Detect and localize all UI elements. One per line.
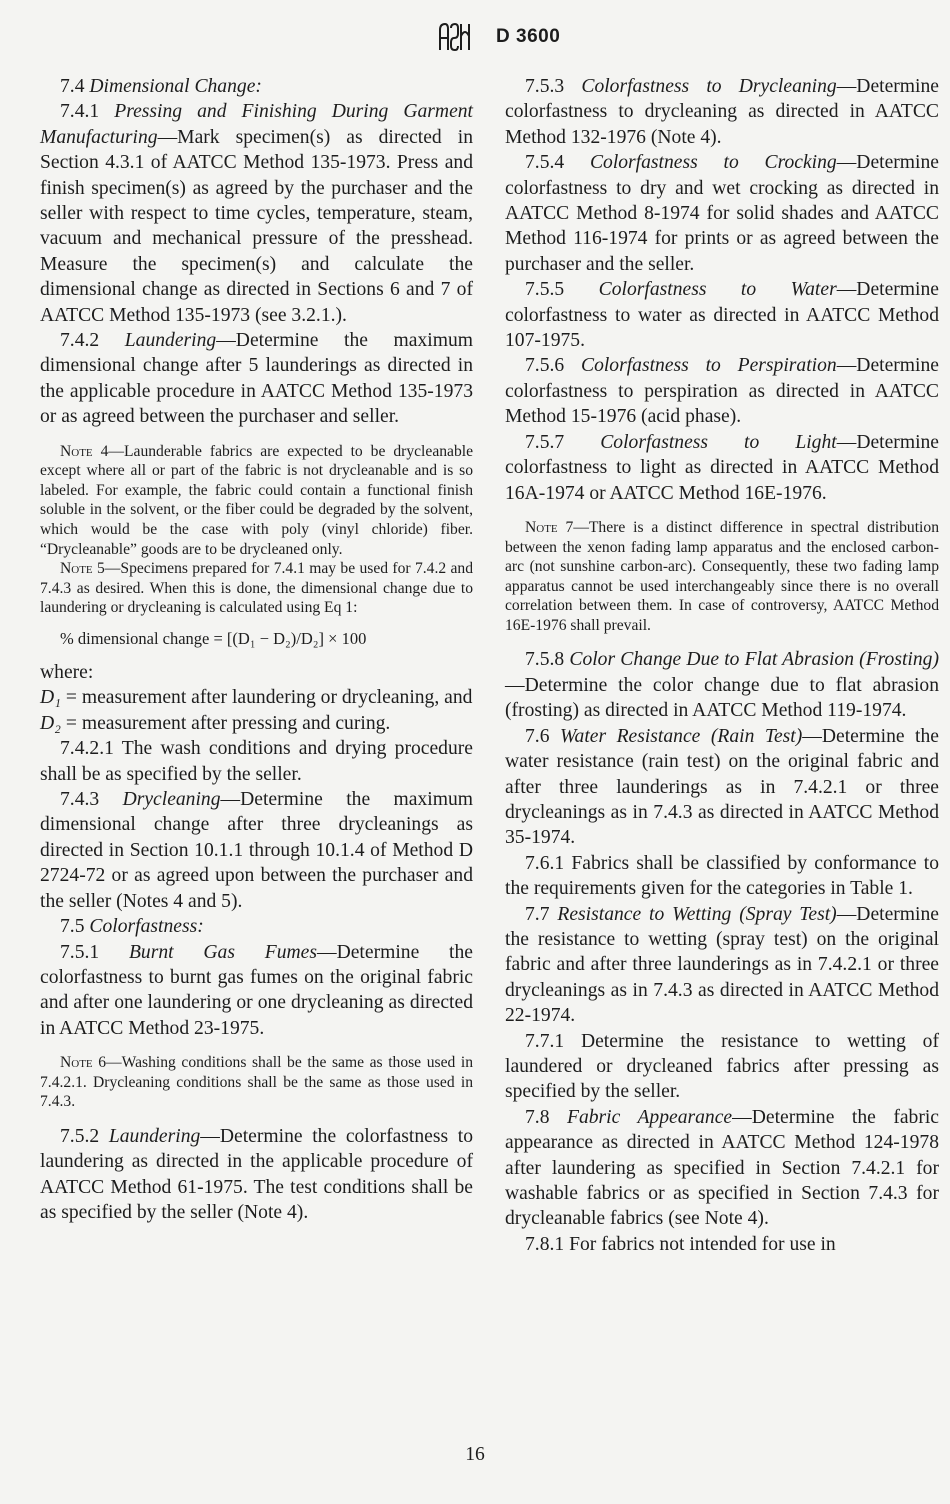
note-paragraph: Note 4—Launderable fabrics are expected to be drycleanable except where all or part of the fabric is not drycleanable and is so labeled. For example, the fabric could contain a functional finish soluble in the solvent, or the fiber could be degraded by the solvent, which would be the case with poly (vinyl chloride) fiber. “Drycleanable” goods are to be drycleaned only. (40, 442, 474, 558)
section-text: Determine the resistance to wetting (spray test) on the original fabric and after three launderings as in 7.4.2.1 or three drycleanings as in 7.4.3 as directed in AATCC Method 22-1974. (505, 903, 939, 1027)
section-paragraph: 7.4.3 Drycleaning—Determine the maximum dimensional change after three drycleanings as directed in Section 10.1.1 through 10.1.4 of Method D 2724-72 or as agreed upon between the purchaser and the seller (Notes 4 and 5). (40, 789, 473, 912)
section-paragraph: 7.5.1 Burnt Gas Fumes—Determine the colorfastness to burnt gas fumes on the original fabric and after one laundering or one drycleaning as directed in AATCC Method 23-1975. (40, 941, 473, 1039)
section-title: Colorfastness: (89, 916, 204, 938)
section-number: 7.5.1 (60, 941, 100, 963)
section-title: Water Resistance (Rain Test) (560, 725, 803, 747)
section-text: Determine colorfastness to light as directed in AATCC Method 16A-1974 or AATCC Method 16E-1976. (505, 431, 940, 504)
section-text: Determine the maximum dimensional change after three drycleanings as directed in Section 10.1.1 through 10.1.4 of Method D 2724-72 or as agreed upon between the purchaser and the seller (Notes 4 and 5). (40, 789, 473, 912)
variable-definition (40, 711, 473, 736)
section-number: 7.5 (60, 916, 85, 938)
spacer (505, 506, 939, 518)
section-number: 7.5.8 (525, 649, 565, 671)
section-number: 7.6.1 (525, 852, 565, 874)
section-text: Determine colorfastness to water as directed in AATCC Method 107-1975. (505, 279, 939, 352)
section-number: 7.7.1 (525, 1030, 565, 1052)
section-text: The wash conditions and drying procedure shall be as specified by the seller. (40, 738, 474, 785)
section-text: Determine colorfastness to drycleaning as directed in AATCC Method 132-1976 (Note 4). (505, 76, 939, 148)
variable-symbol: D₁ (40, 687, 61, 709)
section-title: Colorfastness to Water (598, 279, 837, 301)
section-paragraph (40, 74, 473, 99)
section-title: Color Change Due to Flat Abrasion (Frosting) (569, 649, 939, 671)
section-paragraph: 7.4.1 Pressing and Finishing During Garment Manufacturing—Mark specimen(s) as directed in Section 4.3.1 of AATCC Method 135-1973. Press and finish specimen(s) as agreed by the purchaser and the seller with respect to time cycles, temperature, steam, vacuum and mechanical pressure of the presshead. Measure the specimen(s) and calculate the dimensional change as directed in Sections 6 and 7 of AATCC Method 135-1973 (see 3.2.1.). (40, 101, 474, 326)
section-paragraph (40, 914, 473, 939)
page-number: 16 (465, 1444, 485, 1465)
note-paragraph: Note 6—Washing conditions shall be the same as those used in 7.4.2.1. Drycleaning conditions shall be the same as those used in 7.4.3. (40, 1054, 474, 1111)
section-paragraph (505, 851, 939, 902)
section-number: 7.5.3 (525, 76, 565, 97)
section-title: Pressing and Finishing During Garment Manufacturing (40, 101, 474, 148)
section-title: Colorfastness to Drycleaning (581, 76, 837, 97)
section-paragraph: 7.4.2 Laundering—Determine the maximum dimensional change after 5 launderings as directed in the applicable procedure in AATCC Method 135-1973 or as agreed between the purchaser and seller. (40, 330, 473, 428)
section-paragraph: 7.5.6 Colorfastness to Perspiration—Determine colorfastness to perspiration as directed in AATCC Method 15-1976 (acid phase). (505, 355, 939, 428)
section-title: Laundering (108, 1125, 201, 1147)
section-paragraph: 7.6 Water Resistance (Rain Test)—Determine the water resistance (rain test) on the original fabric and after three launderings as in 7.4.2.1 or three drycleanings as in 7.4.3 as directed in AATCC Method 35-1974. (505, 725, 939, 849)
section-text: For fabrics not intended for use in (569, 1233, 836, 1255)
section-number: 7.4.1 (60, 101, 100, 123)
section-text: Mark specimen(s) as directed in Section 4.3.1 of AATCC Method 135-1973. Press and finish specimen(s) as agreed by the purchaser and the seller with respect to time cycles, temperature, steam, vacuum and mechanical pressure of the presshead. Measure the specimen(s) and calculate the dimensional change as directed in Sections 6 and 7 of AATCC Method 135-1973 (see 3.2.1.). (40, 126, 473, 326)
variable-definition (40, 685, 473, 710)
section-number: 7.4.2.1 (60, 738, 114, 760)
astm-logo-icon (434, 20, 474, 54)
section-title: Colorfastness to Crocking (589, 152, 837, 174)
note-label: Note 5 (60, 560, 105, 578)
spacer (40, 1041, 473, 1053)
right-column (505, 74, 939, 1257)
section-paragraph: 7.5.5 Colorfastness to Water—Determine colorfastness to water as directed in AATCC Method 107-1975. (505, 279, 939, 352)
section-text: Determine colorfastness to perspiration as directed in AATCC Method 15-1976 (acid phase). (505, 355, 939, 428)
section-number: 7.5.7 (525, 431, 565, 453)
section-text: Determine the colorfastness to burnt gas fumes on the original fabric and after one laundering or one drycleaning as directed in AATCC Method 23-1975. (40, 941, 473, 1039)
spacer (505, 635, 939, 647)
section-text: Determine the maximum dimensional change after 5 launderings as directed in the applicable procedure in AATCC Method 135-1973 or as agreed between the purchaser and seller. (40, 330, 473, 428)
where-label: where: (40, 662, 94, 684)
variable-text: = measurement after laundering or drycleaning, and (65, 687, 473, 709)
equation: % dimensional change = [(D₁ − D₂)/D₂] × 100 (60, 629, 367, 649)
section-number: 7.4.3 (60, 789, 100, 811)
section-text: Determine the water resistance (rain test) on the original fabric and after three launderings as in 7.4.2.1 or three drycleanings as in 7.4.3 as directed in AATCC Method 35-1974. (505, 725, 939, 849)
note-paragraph: Note 5—Specimens prepared for 7.4.1 may be used for 7.4.2 and 7.4.3 as desired. When this is done, the dimensional change due to laundering or drycleaning is calculated using Eq 1: (40, 560, 474, 617)
section-text: Determine the resistance to wetting of laundered or drycleaned fabrics after pressing as specified by the seller. (505, 1030, 939, 1103)
section-text: Determine the color change due to flat abrasion (frosting) as directed in AATCC Method 119-1974. (505, 674, 939, 722)
section-number: 7.5.5 (525, 279, 565, 301)
section-paragraph (40, 736, 473, 787)
section-paragraph: 7.5.3 Colorfastness to Drycleaning—Determine colorfastness to drycleaning as directed in AATCC Method 132-1976 (Note 4). (505, 76, 939, 148)
section-number: 7.5.2 (60, 1125, 100, 1147)
section-paragraph: 7.5.7 Colorfastness to Light—Determine colorfastness to light as directed in AATCC Method 16A-1974 or AATCC Method 16E-1976. (505, 431, 940, 504)
page-header (0, 18, 950, 58)
section-number: 7.6 (525, 725, 550, 747)
section-number: 7.5.6 (525, 355, 565, 377)
section-number: 7.8.1 (525, 1233, 565, 1255)
note-label: Note 7 (525, 518, 574, 536)
section-title: Laundering (124, 330, 217, 352)
note-text: Launderable fabrics are expected to be drycleanable except where all or part of the fabric is not drycleanable and is so labeled. For example, the fabric could contain a functional finish soluble in the solvent, or the fiber could be degraded by the solvent, which would be the case with poly (vinyl chloride) fiber. “Drycleanable” goods are to be drycleaned only. (40, 442, 474, 558)
section-title: Fabric Appearance (566, 1106, 733, 1128)
left-column (40, 74, 473, 1226)
note-label: Note 4 (60, 442, 109, 460)
section-number: 7.4.2 (60, 330, 100, 352)
section-title: Colorfastness to Light (600, 431, 837, 453)
spacer (40, 1112, 473, 1124)
section-paragraph: 7.5.8 Color Change Due to Flat Abrasion (Frosting)—Determine the color change due to flat abrasion (frosting) as directed in AATCC Method 119-1974. (505, 649, 939, 722)
section-paragraph: 7.5.4 Colorfastness to Crocking—Determine colorfastness to dry and wet crocking as directed in AATCC Method 8-1974 for solid shades and AATCC Method 116-1974 for prints or as agreed between the purchaser and the seller. (505, 152, 939, 275)
section-paragraph: 7.8 Fabric Appearance—Determine the fabric appearance as directed in AATCC Method 124-1978 after laundering as specified in Section 7.4.2.1 for washable fabrics or as specified in Section 7.4.3 for drycleanable fabrics (see Note 4). (505, 1106, 939, 1230)
section-title: Colorfastness to Perspiration (581, 355, 837, 377)
section-paragraph: 7.7 Resistance to Wetting (Spray Test)—Determine the resistance to wetting (spray test) on the original fabric and after three launderings as in 7.4.2.1 or three drycleanings as in 7.4.3 as directed in AATCC Method 22-1974. (505, 903, 939, 1027)
section-paragraph (505, 1029, 939, 1105)
section-text: Fabrics shall be classified by conformance to the requirements given for the categories in Table 1. (505, 852, 939, 900)
section-paragraph: 7.5.2 Laundering—Determine the colorfastness to laundering as directed in the applicable procedure of AATCC Method 61-1975. The test conditions shall be as specified by the seller (Note 4). (40, 1125, 473, 1224)
variable-text: = measurement after pressing and curing. (65, 712, 391, 734)
note-text: Specimens prepared for 7.4.1 may be used for 7.4.2 and 7.4.3 as desired. When this is done, the dimensional change due to laundering or drycleaning is calculated using Eq 1: (40, 560, 474, 617)
section-text: Determine the colorfastness to laundering as directed in the applicable procedure of AATCC Method 61-1975. The test conditions shall be as specified by the seller (Note 4). (40, 1125, 473, 1224)
section-number: 7.7 (525, 903, 550, 925)
note-label: Note 6 (60, 1054, 107, 1072)
section-number: 7.8 (525, 1106, 550, 1128)
section-number: 7.4 (60, 76, 85, 97)
spacer (40, 430, 473, 442)
section-text: Determine colorfastness to dry and wet crocking as directed in AATCC Method 8-1974 for solid shades and AATCC Method 116-1974 for prints or as agreed between the purchaser and the seller. (505, 152, 939, 275)
section-title: Dimensional Change: (89, 76, 262, 97)
section-title: Drycleaning (122, 789, 221, 811)
section-title: Burnt Gas Fumes (128, 941, 317, 963)
note-text: There is a distinct difference in spectral distribution between the xenon fading lamp apparatus and the enclosed carbon-arc (not sunshine carbon-arc). Consequently, these two fading lamp apparatus cannot be used interchangeably since there is no overall correlation between them. In case of controversy, AATCC Method 16E-1976 shall prevail. (505, 518, 939, 634)
section-text: Determine the fabric appearance as directed in AATCC Method 124-1978 after laundering as specified in Section 7.4.2.1 for washable fabrics or as specified in Section 7.4.3 for drycleanable fabrics (see Note 4). (505, 1106, 939, 1230)
designation: D 3600 (496, 26, 561, 47)
section-number: 7.5.4 (525, 152, 565, 174)
note-paragraph: Note 7—There is a distinct difference in spectral distribution between the xenon fading lamp apparatus and the enclosed carbon-arc (not sunshine carbon-arc). Consequently, these two fading lamp apparatus cannot be used interchangeably since there is no overall correlation between them. In case of controversy, AATCC Method 16E-1976 shall prevail. (505, 518, 939, 634)
variable-symbol: D₂ (40, 712, 61, 734)
section-title: Resistance to Wetting (Spray Test) (557, 903, 837, 925)
section-paragraph (505, 1232, 939, 1257)
note-text: Washing conditions shall be the same as those used in 7.4.2.1. Drycleaning conditions shall be the same as those used in 7.4.3. (40, 1054, 474, 1111)
